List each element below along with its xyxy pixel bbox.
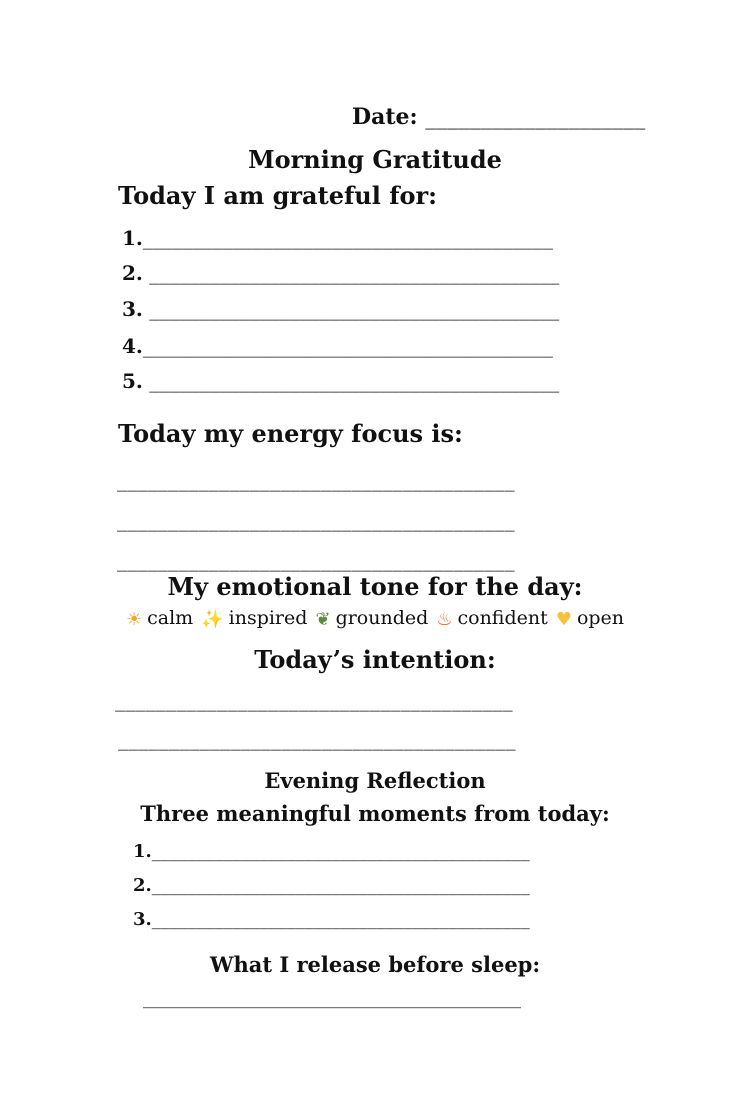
date-label: Date: — [352, 104, 418, 130]
item-number: 1. — [133, 841, 152, 862]
item-number: 5. — [122, 369, 143, 393]
item-number: 2. — [122, 261, 143, 285]
grateful-item — [122, 371, 559, 391]
item-line: __________________________________________ — [151, 841, 530, 862]
herb-icon: ❦ — [315, 609, 331, 630]
intention-heading: Today’s intention: — [254, 645, 496, 674]
sparkles-icon: ✨ — [201, 609, 224, 630]
release-line: __________________________________________ — [143, 988, 521, 1009]
item-number: 3. — [133, 909, 152, 930]
grateful-item — [122, 263, 559, 283]
item-number: 3. — [122, 297, 143, 321]
item-line: __________________________________________ — [151, 909, 530, 930]
energy-heading: Today my energy focus is: — [118, 419, 463, 448]
moment-item — [133, 877, 530, 895]
grateful-item — [122, 228, 553, 248]
item-line: _________________________________________ — [142, 334, 553, 358]
tone-label: open — [576, 607, 625, 629]
item-line: _________________________________________ — [142, 369, 560, 393]
item-line: _________________________________________ — [142, 226, 553, 250]
item-line: _________________________________________ — [142, 261, 560, 285]
grateful-item — [122, 299, 559, 319]
intention-line: _______________________________________ — [115, 688, 513, 712]
moment-item — [133, 911, 530, 929]
moments-heading: Three meaningful moments from today: — [140, 801, 610, 826]
tone-confident — [436, 609, 547, 629]
intention-line: _______________________________________ — [118, 727, 516, 751]
item-number: 4. — [122, 334, 143, 358]
tone-label: grounded — [335, 607, 429, 629]
grateful-item — [122, 336, 553, 356]
sun-icon: ☀ — [125, 609, 143, 630]
energy-line: _______________________________________ — [117, 548, 515, 572]
yellow-heart-icon: ♥ — [555, 609, 572, 630]
item-number: 2. — [133, 875, 152, 896]
tone-calm — [126, 609, 193, 629]
release-heading: What I release before sleep: — [209, 952, 541, 977]
tone-open — [556, 609, 624, 629]
date-field — [352, 106, 645, 129]
moment-item — [133, 843, 530, 861]
item-line: _________________________________________ — [142, 297, 560, 321]
item-line: __________________________________________ — [151, 875, 530, 896]
grateful-heading: Today I am grateful for: — [118, 181, 438, 210]
fire-icon: ♨ — [436, 609, 453, 630]
evening-title: Evening Reflection — [264, 768, 486, 793]
date-line: ____________________ — [425, 105, 646, 130]
tone-label: calm — [147, 607, 194, 629]
item-number: 1. — [122, 226, 143, 250]
tone-grounded — [315, 609, 428, 629]
tone-label: inspired — [228, 607, 308, 629]
tone-label: confident — [457, 607, 548, 629]
energy-line: _______________________________________ — [117, 468, 515, 492]
emotion-heading: My emotional tone for the day: — [167, 572, 583, 601]
energy-line: _______________________________________ — [117, 508, 515, 532]
morning-title: Morning Gratitude — [248, 145, 502, 174]
tone-inspired — [201, 609, 307, 629]
tone-list — [0, 609, 750, 629]
